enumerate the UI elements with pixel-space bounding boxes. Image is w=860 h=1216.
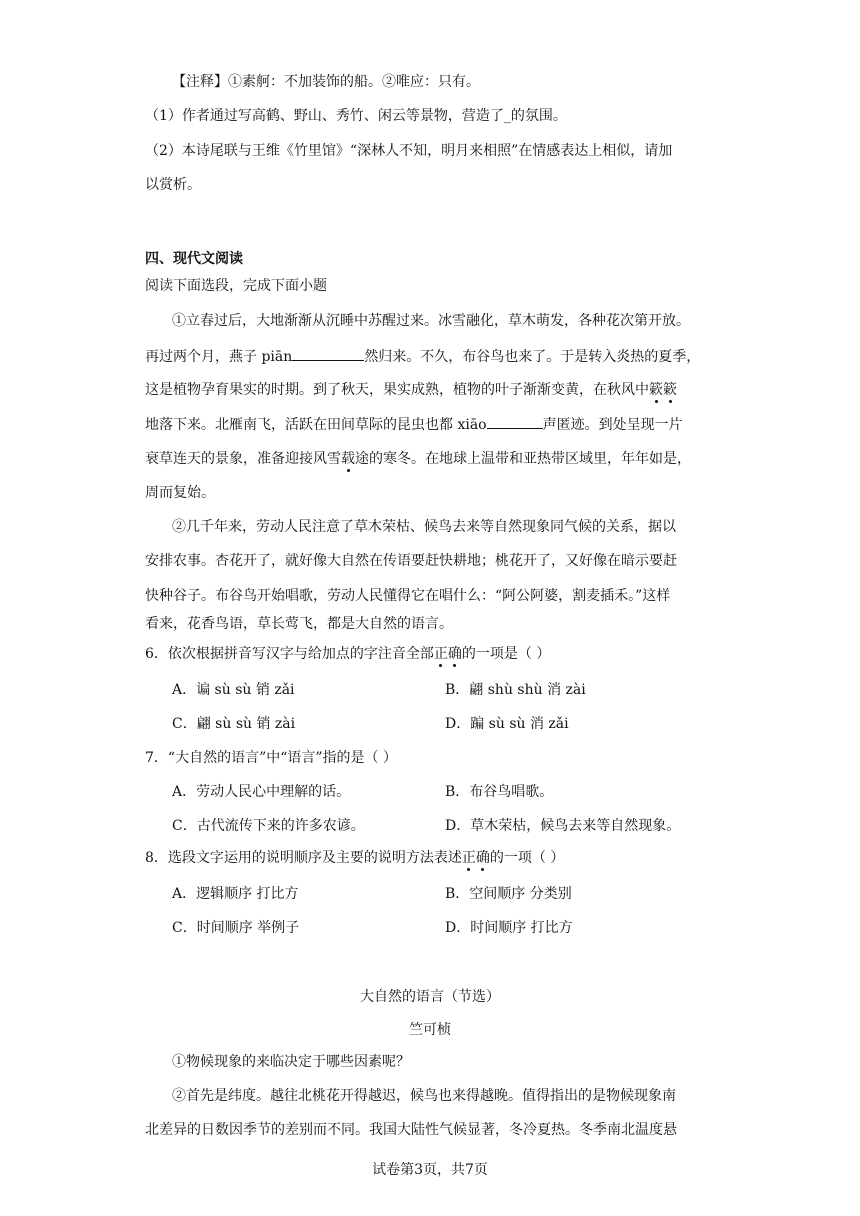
question-2-line-2: 以赏析。 (145, 177, 201, 193)
passage2-line: ②几千年来，劳动人民注意了草木荣枯、候鸟去来等自然现象同气候的关系，据以 (172, 519, 676, 535)
article-line: ①物候现象的来临决定于哪些因素呢？ (172, 1054, 410, 1070)
dotted-char: 簌 (663, 382, 677, 398)
passage2-line: 安排农事。杏花开了，就好像大自然在传语要赶快耕地；桃花开了，又好像在暗示要赶 (145, 553, 677, 569)
q8-option-c[interactable]: C．时间顺序 举例子 (172, 920, 300, 936)
question-7-stem: 7．“大自然的语言”中“语言”指的是（ ） (145, 750, 397, 766)
annotation-note: 【注释】①素舸：不加装饰的船。②唯应：只有。 (172, 74, 480, 90)
passage1-text: 地落下来。北雁南飞，活跃在田间草际的昆虫也都 xiāo (145, 417, 487, 433)
question-6-stem (145, 644, 550, 664)
q8-text: 的一项（ ） (489, 850, 565, 866)
reading-instruction: 阅读下面选段，完成下面小题 (145, 278, 327, 294)
passage1-text: 然归来。不久，布谷鸟也来了。于是转入炎热的夏季， (364, 349, 701, 365)
passage1-line (145, 449, 691, 469)
q6-text: 6．依次根据拼音写汉字与给加点的字注音全部 (145, 646, 434, 662)
dotted-char: 正 (461, 850, 476, 866)
question-2-line-1: （2）本诗尾联与王维《竹里馆》“深林人不知，明月来相照”在情感表达上相似，请加 (145, 143, 673, 159)
page-footer: 试卷第3页，共7页 (372, 1162, 488, 1178)
q7-option-a[interactable]: A．劳动人民心中理解的话。 (172, 784, 351, 800)
passage2-line: 看来，花香鸟语，草长莺飞，都是大自然的语言。 (145, 616, 453, 632)
dotted-char: 确 (475, 850, 490, 866)
q8-text: 8．选段文字运用的说明顺序及主要的说明方法表述 (145, 850, 462, 866)
q7-option-b[interactable]: B．布谷鸟唱歌。 (445, 784, 554, 800)
passage1-line (145, 414, 683, 435)
q6-option-a[interactable]: A．谝 sù sù 销 zǎi (172, 682, 295, 698)
q8-option-b[interactable]: B．空间顺序 分类别 (445, 886, 572, 902)
dotted-char: 确 (447, 646, 462, 662)
q6-option-d[interactable]: D．蹁 sù sù 消 zǎi (445, 716, 569, 732)
passage1-text: 衰草连天的景象，准备迎接风雪 (145, 451, 341, 467)
answer-blank-1[interactable] (292, 346, 364, 361)
q6-option-c[interactable]: C．翩 sù sù 销 zài (172, 716, 296, 732)
passage1-text: 这是植物孕育果实的时期。到了秋天，果实成熟，植物的叶子渐渐变黄，在秋风中 (145, 382, 649, 398)
passage1-line: ①立春过后，大地渐渐从沉睡中苏醒过来。冰雪融化，草木萌发，各种花次第开放。 (172, 313, 690, 329)
passage1-text: 声匿迹。到处呈现一片 (542, 417, 683, 433)
passage2-line: 快种谷子。布谷鸟开始唱歌，劳动人民懂得它在唱什么：“阿公阿婆，割麦插禾。”这样 (145, 588, 671, 604)
passage1-text: 途的寒冬。在地球上温带和亚热带区域里，年年如是， (355, 451, 691, 467)
article-line: 北差异的日数因季节的差别而不同。我国大陆性气候显著，冬冷夏热。冬季南北温度悬 (145, 1122, 677, 1138)
answer-blank-2[interactable] (487, 414, 543, 429)
article-title: 大自然的语言（节选） (360, 989, 500, 1005)
article-author: 竺可桢 (409, 1022, 451, 1038)
passage1-line: 周而复始。 (145, 485, 215, 501)
section-title: 四、现代文阅读 (145, 251, 243, 267)
dotted-char: 正 (433, 646, 448, 662)
q8-option-d[interactable]: D．时间顺序 打比方 (445, 920, 573, 936)
passage1-line (145, 380, 677, 400)
question-1: （1）作者通过写高鹤、野山、秀竹、闲云等景物，营造了_的氛围。 (145, 108, 567, 124)
dotted-char: 簌 (649, 382, 663, 398)
q6-text: 的一项是（ ） (461, 646, 551, 662)
question-8-stem (145, 848, 564, 868)
passage1-line (145, 346, 700, 367)
q6-option-b[interactable]: B．翩 shù shù 消 zài (445, 682, 586, 698)
q8-option-a[interactable]: A．逻辑顺序 打比方 (172, 886, 299, 902)
article-line: ②首先是纬度。越往北桃花开得越迟，候鸟也来得越晚。值得指出的是物候现象南 (172, 1088, 676, 1104)
q7-option-c[interactable]: C．古代流传下来的许多农谚。 (172, 818, 365, 834)
dotted-char: 载 (341, 451, 355, 467)
passage1-text: 再过两个月，燕子 piān (145, 349, 293, 365)
q7-option-d[interactable]: D．草木荣枯，候鸟去来等自然现象。 (445, 818, 681, 834)
